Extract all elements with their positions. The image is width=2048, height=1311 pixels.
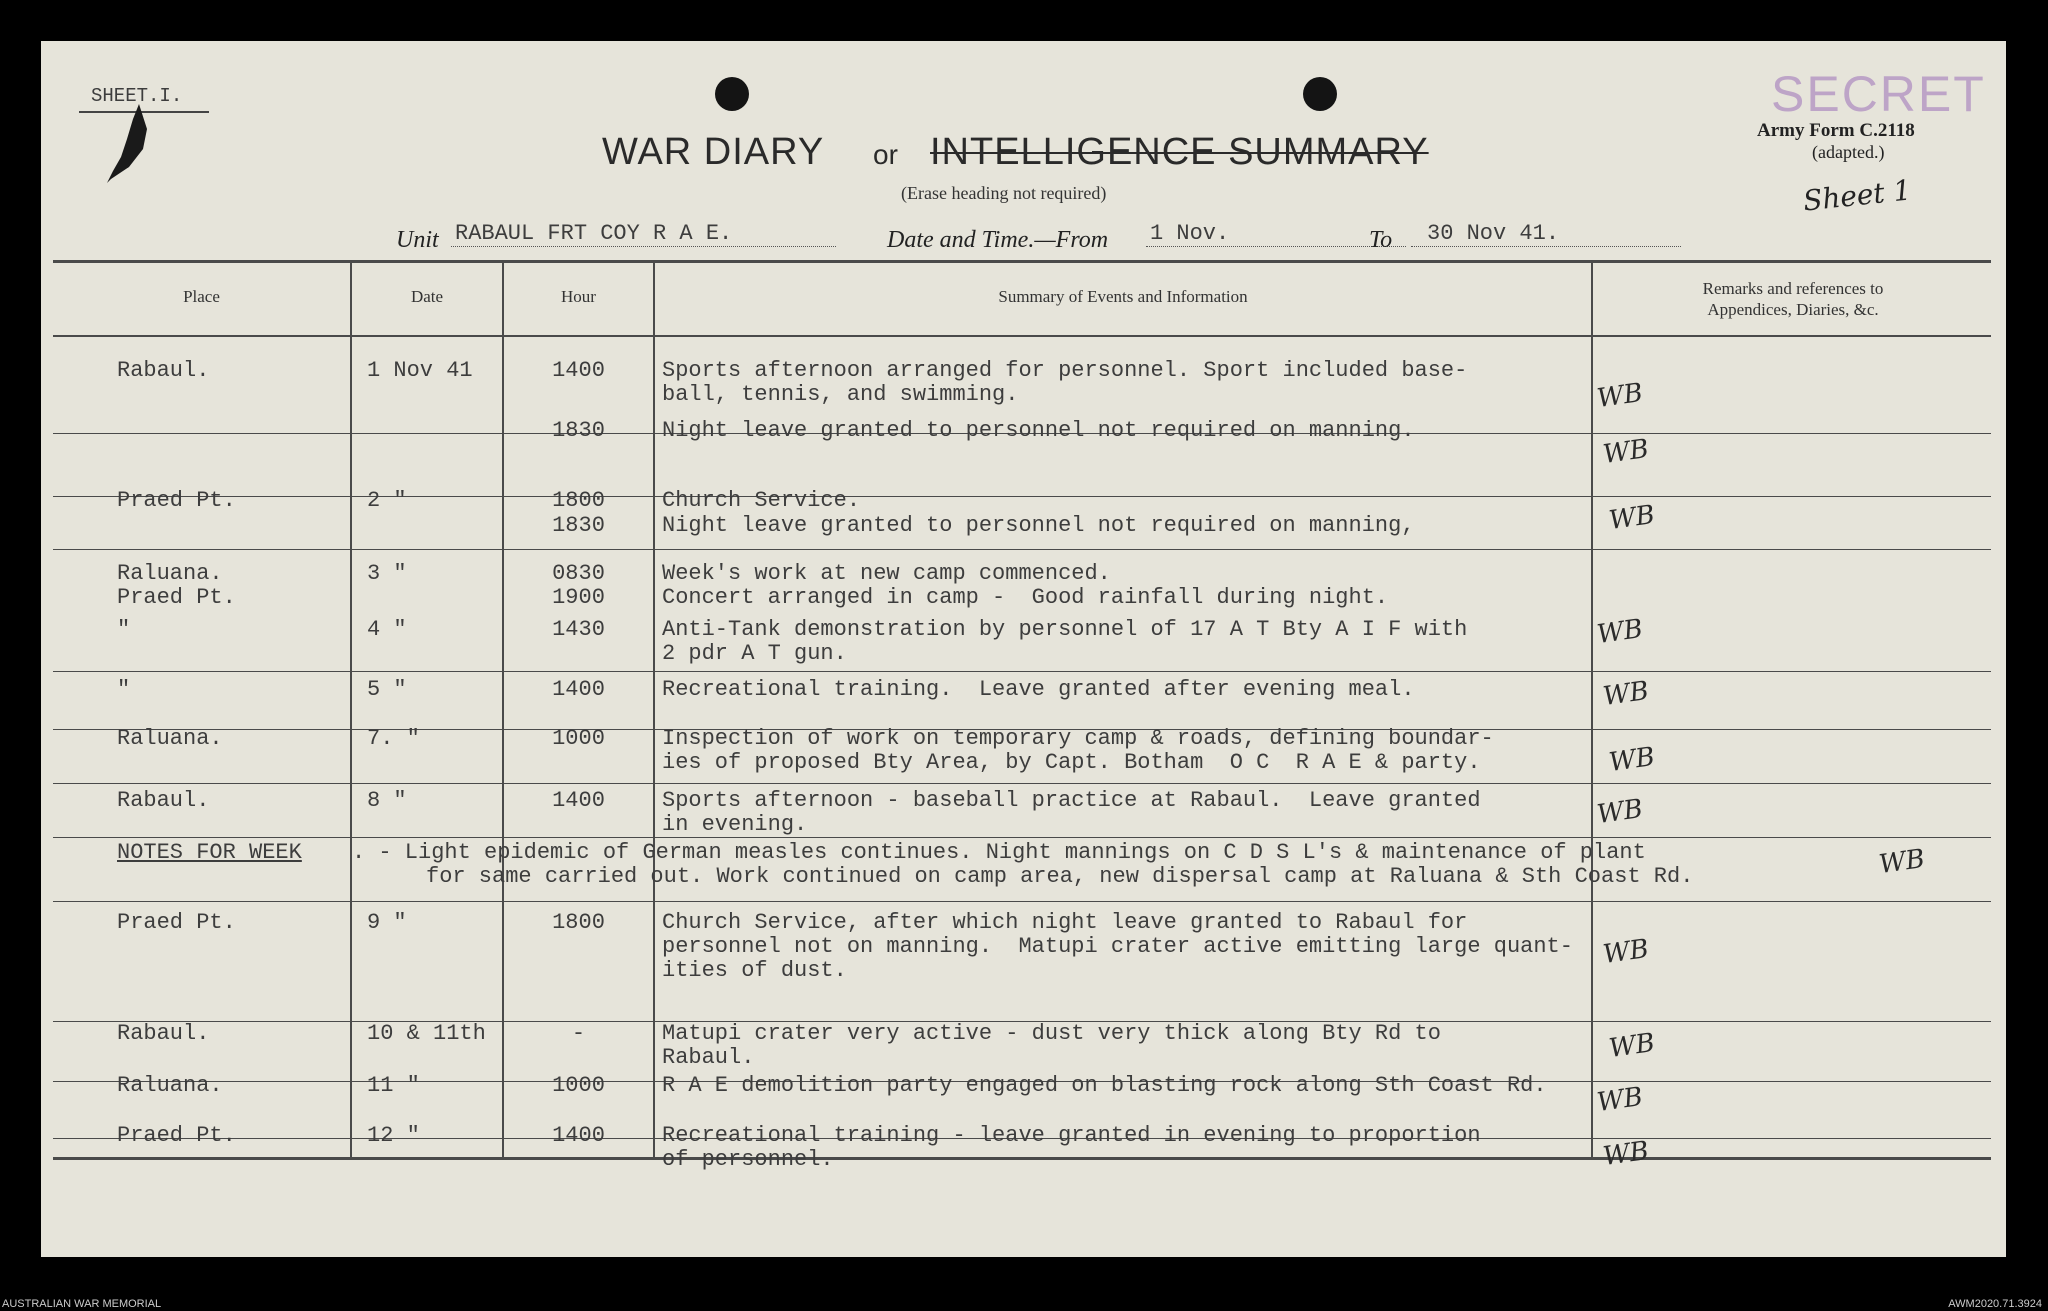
table-top-rule (53, 260, 1991, 263)
row-place: Rabaul. (117, 788, 210, 813)
row-hour: 0830 (552, 561, 605, 586)
row-date: 5 " (367, 677, 407, 702)
row-place: Praed Pt. (117, 910, 236, 935)
row-place: Raluana. (117, 1073, 223, 1098)
row-summary: Church Service, after which night leave granted to Rabaul for personnel not on manning. Matupi crater active emitting large quant- ities of dust. (662, 910, 1573, 983)
row-hour: 1800 (552, 488, 605, 513)
notes-initials: WB (1877, 843, 1927, 881)
row-rule (53, 901, 1991, 902)
erase-note: (Erase heading not required) (901, 183, 1107, 203)
row-rule (53, 783, 1991, 784)
army-form-label: Army Form C.2118 (1757, 120, 1915, 141)
row-initials: WB (1601, 933, 1651, 971)
row-place: Rabaul. (117, 1021, 210, 1046)
row-rule (53, 671, 1991, 672)
row-place: Rabaul. (117, 358, 210, 383)
row-summary: Matupi crater very active - dust very thick along Bty Rd to Rabaul. (662, 1021, 1441, 1070)
title-war-diary: WAR DIARY (602, 131, 825, 173)
to-label: To (1369, 227, 1393, 253)
row-date: 2 " (367, 488, 407, 513)
row-place: Praed Pt. (117, 488, 236, 513)
row-date: 8 " (367, 788, 407, 813)
row-summary: Concert arranged in camp - Good rainfall during night. (662, 585, 1389, 610)
row-place: " (117, 617, 131, 642)
row-date: 7. " (367, 726, 420, 751)
notes-line2: for same carried out. Work continued on camp area, new dispersal camp at Raluana & Sth Coast Rd. (426, 864, 1694, 889)
row-initials: WB (1595, 613, 1645, 651)
row-hour: 1000 (552, 1073, 605, 1098)
row-summary: Anti-Tank demonstration by personnel of 17 A T Bty A I F with 2 pdr A T gun. (662, 617, 1468, 666)
col-header-remarks-line2: Appendices, Diaries, &c. (1707, 300, 1879, 319)
unit-value: RABAUL FRT COY R A E. (455, 221, 733, 246)
row-initials: WB (1595, 793, 1645, 831)
col-header-place: Place (183, 287, 220, 306)
row-summary: Recreational training - leave granted in evening to proportion of personnel. (662, 1123, 1481, 1172)
title-intelligence-summary: INTELLIGENCE SUMMARY (930, 131, 1429, 173)
row-rule (53, 837, 1991, 838)
footer-accession-number: AWM2020.71.3924 (1948, 1298, 2042, 1310)
row-hour: 1800 (552, 910, 605, 935)
row-hour: 1400 (552, 788, 605, 813)
from-dotted-line (1146, 246, 1406, 247)
row-initials: WB (1601, 675, 1651, 713)
row-date: 10 & 11th (367, 1021, 486, 1046)
row-date: 9 " (367, 910, 407, 935)
row-initials: WB (1607, 499, 1657, 537)
row-hour: 1830 (552, 513, 605, 538)
header-bottom-rule (53, 335, 1991, 337)
sheet-label: SHEET.I. (91, 85, 183, 107)
row-summary: R A E demolition party engaged on blasting rock along Sth Coast Rd. (662, 1073, 1547, 1098)
col-header-summary: Summary of Events and Information (998, 287, 1248, 306)
notes-label: NOTES FOR WEEK (117, 840, 302, 865)
row-place: Praed Pt. (117, 1123, 236, 1148)
row-summary: Recreational training. Leave granted after evening meal. (662, 677, 1415, 702)
war-diary-sheet (41, 41, 2006, 1257)
row-initials: WB (1601, 433, 1651, 471)
col-header-hour: Hour (561, 287, 596, 306)
row-hour: 1400 (552, 1123, 605, 1148)
ink-blot-icon (99, 99, 159, 189)
punch-hole-right (1303, 77, 1337, 111)
unit-dotted-line (451, 246, 836, 247)
row-initials: WB (1601, 1135, 1651, 1173)
row-hour: 1400 (552, 677, 605, 702)
row-date: 4 " (367, 617, 407, 642)
row-initials: WB (1607, 1027, 1657, 1065)
row-summary: Sports afternoon - baseball practice at Rabaul. Leave granted in evening. (662, 788, 1481, 837)
row-hour: 1900 (552, 585, 605, 610)
notes-line1: . - Light epidemic of German measles continues. Night mannings on C D S L's & maintenance of plant (352, 840, 1646, 865)
row-summary: Week's work at new camp commenced. (662, 561, 1111, 586)
from-value: 1 Nov. (1150, 221, 1230, 246)
row-place: " (117, 677, 131, 702)
row-date: 11 " (367, 1073, 420, 1098)
row-place: Raluana. (117, 726, 223, 751)
row-hour: - (571, 1021, 586, 1046)
row-summary: Church Service. (662, 488, 861, 513)
row-place: Raluana. (117, 561, 223, 586)
sheet-number-handwritten: Sheet 1 (1801, 173, 1913, 218)
date-time-label: Date and Time.—From (887, 227, 1109, 253)
row-initials: WB (1595, 377, 1645, 415)
row-summary: Sports afternoon arranged for personnel. Sport included base- ball, tennis, and swimming. (662, 358, 1468, 407)
title-or: or (873, 139, 898, 170)
row-initials: WB (1607, 741, 1657, 779)
col-header-remarks-line1: Remarks and references to (1702, 279, 1884, 298)
row-summary: Night leave granted to personnel not required on manning. (662, 418, 1415, 443)
footer-archive-label: AUSTRALIAN WAR MEMORIAL (2, 1298, 162, 1310)
row-hour: 1430 (552, 617, 605, 642)
row-hour: 1400 (552, 358, 605, 383)
adapted-label: (adapted.) (1812, 142, 1885, 162)
unit-label: Unit (396, 227, 439, 253)
row-date: 12 " (367, 1123, 420, 1148)
secret-stamp: SECRET (1771, 66, 1986, 122)
col-rule-place-date (350, 262, 352, 1158)
row-rule (53, 549, 1991, 550)
row-place: Praed Pt. (117, 585, 236, 610)
punch-hole-left (715, 77, 749, 111)
row-date: 1 Nov 41 (367, 358, 473, 383)
col-rule-hour-summary (653, 262, 655, 1158)
col-header-date: Date (410, 287, 444, 306)
row-hour: 1000 (552, 726, 605, 751)
row-date: 3 " (367, 561, 407, 586)
row-summary: Night leave granted to personnel not required on manning, (662, 513, 1415, 538)
row-summary: Inspection of work on temporary camp & roads, defining boundar- ies of proposed Bty Area, by Capt. Botham O C R A E & party. (662, 726, 1494, 775)
to-value: 30 Nov 41. (1427, 221, 1560, 246)
row-initials: WB (1595, 1081, 1645, 1119)
row-hour: 1830 (552, 418, 605, 443)
to-dotted-line (1411, 246, 1681, 247)
